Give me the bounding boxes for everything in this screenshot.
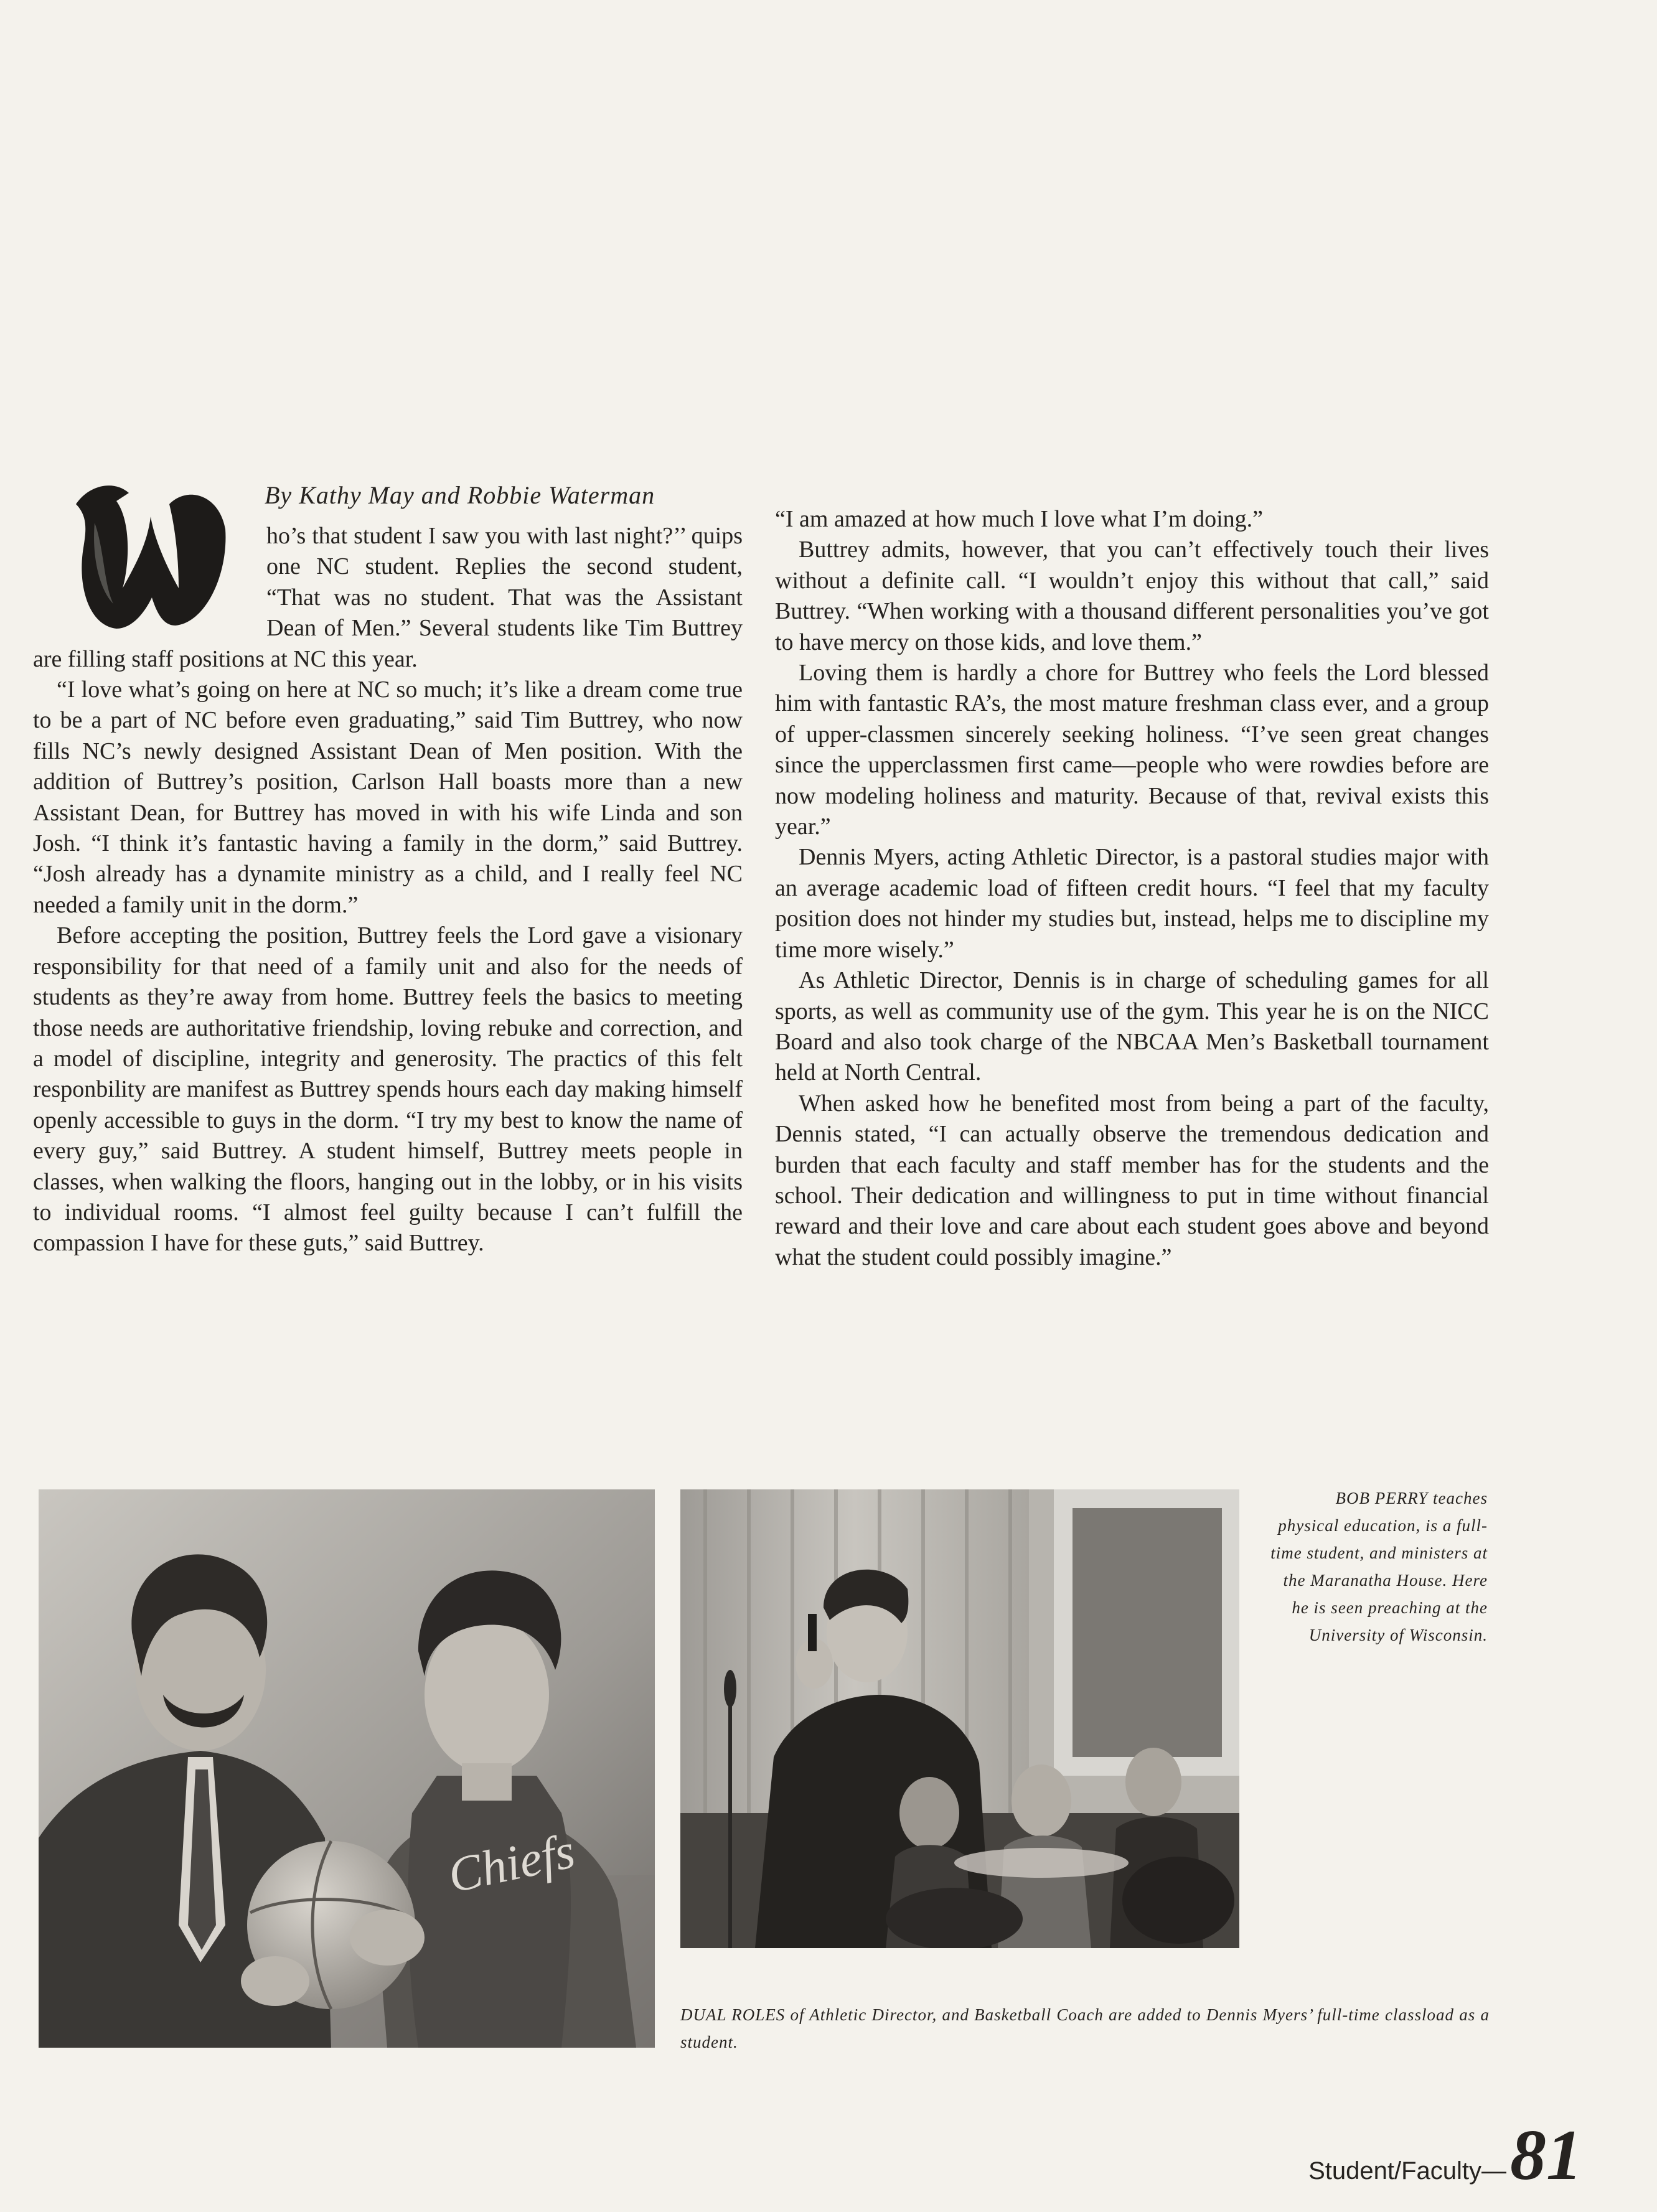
paragraph: When asked how he benefited most from being a part of the faculty, Dennis stated, “I can actually observe the tremendous dedication and burden that each faculty and staff member has for the students and the school. Their dedication and willingness to put in time without financial reward and their love and care about each student goes above and beyond what the student could possibly imagine.” <box>775 1090 1489 1270</box>
paragraph: As Athletic Director, Dennis is in charge of scheduling games for all sports, as well as community use of the gym. This year he is on the NICC Board and also took charge of the NBCAA Men’s Basketball tournament held at North Central. <box>775 967 1489 1086</box>
paragraph: Buttrey admits, however, that you can’t effectively touch their lives without a definite call. “I wouldn’t enjoy this without that call,” said Buttrey. “When working with a thousand different personalities you’ve got to have mercy on those kids, and love them.” <box>775 537 1489 655</box>
photo-caption-bottom: DUAL ROLES of Athletic Director, and Basketball Coach are added to Dennis Myers’ full-time classload as a student. <box>680 2005 1490 2051</box>
paragraph: Before accepting the position, Buttrey feels the Lord gave a visionary responsibility for that need of a family unit and also for the needs of students as they’re away from home. Buttrey feels the basics to meeting those needs are authoritative friendship, loving rebuke and correction, and a model of discipline, integrity and generosity. The practics of this felt responbility are manifest as Buttrey spends hours each day making himself openly accessible to guys in the dorm. “I try my best to know the name of every guy,” said Buttrey. A student himself, Buttrey meets people in classes, when walking the floors, hanging out in the lobby, or in his visits to individual rooms. “I almost feel guilty because I can’t fulfill the compassion I have for these guts,” said Buttrey. <box>33 922 743 1257</box>
paragraph: ho’s that student I saw you with last night?’’ quips one NC student. Replies the second student, “That was no student. That was the Assistant Dean of Men.” Several students like Tim Buttrey are filling staff positions at NC this year. <box>33 523 743 672</box>
article-column-right <box>775 504 1489 1273</box>
section-label: Student/Faculty— <box>1308 2157 1506 2185</box>
article-column-left <box>33 521 743 1259</box>
jersey-text: Chiefs <box>443 1823 580 1904</box>
page-footer <box>1308 2116 1582 2195</box>
photo-caption-right: BOB PERRY teaches physical education, is a full-time student, and ministers at the Maranatha House. Here he is seen preaching at the University of Wisconsin. <box>1270 1489 1488 1644</box>
paragraph: “I am amazed at how much I love what I’m doing.” <box>775 506 1263 532</box>
paragraph: “I love what’s going on here at NC so much; it’s like a dream come true to be a part of NC before even graduating,” said Tim Buttrey, who now fills NC’s newly designed Assistant Dean of Men position. With the addition of Buttrey’s position, Carlson Hall boasts more than a new Assistant Dean, for Buttrey has moved in with his wife Linda and son Josh. “I think it’s fantastic having a family in the dorm,” said Buttrey. “Josh already has a dynamite ministry as a child, and I really feel NC needed a family unit in the dorm.” <box>33 677 743 918</box>
photo-basketball-coach <box>39 1489 655 2048</box>
page-number: 81 <box>1510 2116 1582 2195</box>
byline: By Kathy May and Robbie Waterman <box>265 481 655 509</box>
paragraph: Loving them is hardly a chore for Buttrey who feels the Lord blessed him with fantastic RA’s, the most mature freshman class ever, and a group of upper-classmen sincerely seeking holiness. “I’ve seen great changes since the upperclassmen first came—people who were rowdies before are now modeling holiness and maturity. Because of that, revival exists this year.” <box>775 660 1489 840</box>
photo-preacher <box>680 1489 1239 1948</box>
paragraph: Dennis Myers, acting Athletic Director, is a pastoral studies major with an average academic load of fifteen credit hours. “I feel that my faculty position does not hinder my studies but, instead, helps me to discipline my time more wisely.” <box>775 844 1489 963</box>
